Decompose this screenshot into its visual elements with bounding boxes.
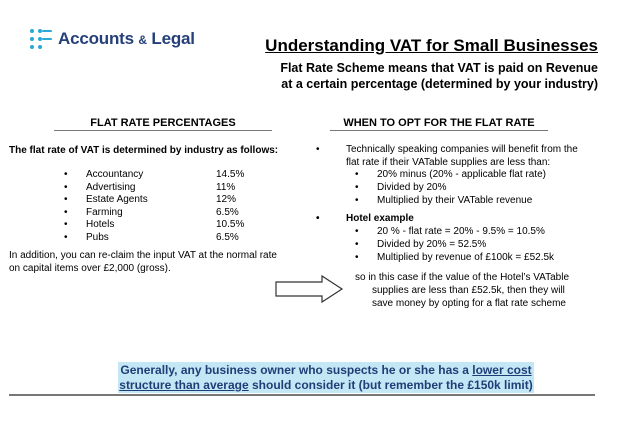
rate-row: • Accountancy 14.5% — [64, 169, 245, 180]
right-arrow-icon — [274, 274, 346, 304]
list-item: • 20% minus (20% - applicable flat rate) — [355, 169, 546, 180]
logo-text: Accounts & Legal — [58, 29, 195, 48]
rate-list — [64, 169, 284, 244]
left-heading-rule — [54, 130, 272, 131]
page-title: Understanding VAT for Small Businesses — [265, 36, 598, 55]
page-subtitle: Flat Rate Scheme means that VAT is paid on Revenue at a certain percentage (determined by your industry) — [280, 61, 598, 91]
logo-dots-icon — [30, 28, 52, 50]
logo — [30, 28, 195, 50]
flat-rate-intro: The flat rate of VAT is determined by industry as follows: — [9, 145, 279, 156]
hotel-conclusion: so in this case if the value of the Hotel’s VATable supplies are less than £52.5k, then they will save money by opting for a flat rate scheme — [355, 272, 570, 309]
opt-heading: WHEN TO OPT FOR THE FLAT RATE — [343, 117, 535, 129]
flat-rate-heading: FLAT RATE PERCENTAGES — [90, 117, 236, 129]
rate-row: • Estate Agents 12% — [64, 194, 237, 205]
rate-row: • Farming 6.5% — [64, 206, 239, 218]
list-item: • 20 % - flat rate = 20% - 9.5% = 10.5% — [355, 226, 545, 237]
rate-row: • Advertising 11% — [64, 181, 236, 193]
right-heading-rule — [330, 130, 548, 131]
rate-row: • Pubs 6.5% — [64, 231, 239, 243]
technical-sub-list — [355, 169, 605, 208]
capital-items-note: In addition, you can re-claim the input VAT at the normal rate on capital items over £2,000 (gross). — [9, 250, 277, 274]
hotel-sub-list — [355, 226, 605, 265]
rate-row: • Hotels 10.5% — [64, 219, 245, 230]
list-item: • Divided by 20% — [355, 182, 447, 193]
point-hotel-example: • Hotel example — [316, 213, 414, 224]
list-item: • Multiplied by revenue of £100k = £52.5k — [355, 252, 555, 263]
callout-box: Generally, any business owner who suspects he or she has a lower cost structure than average should consider it (but remember the £150k limit) — [119, 363, 533, 392]
point-technical: • Technically speaking companies will benefit from the flat rate if their VATable supplies are less than: — [316, 144, 578, 168]
bottom-divider — [9, 394, 595, 396]
list-item: • Multiplied by their VATable revenue — [355, 195, 533, 206]
list-item: • Divided by 20% = 52.5% — [355, 239, 487, 250]
